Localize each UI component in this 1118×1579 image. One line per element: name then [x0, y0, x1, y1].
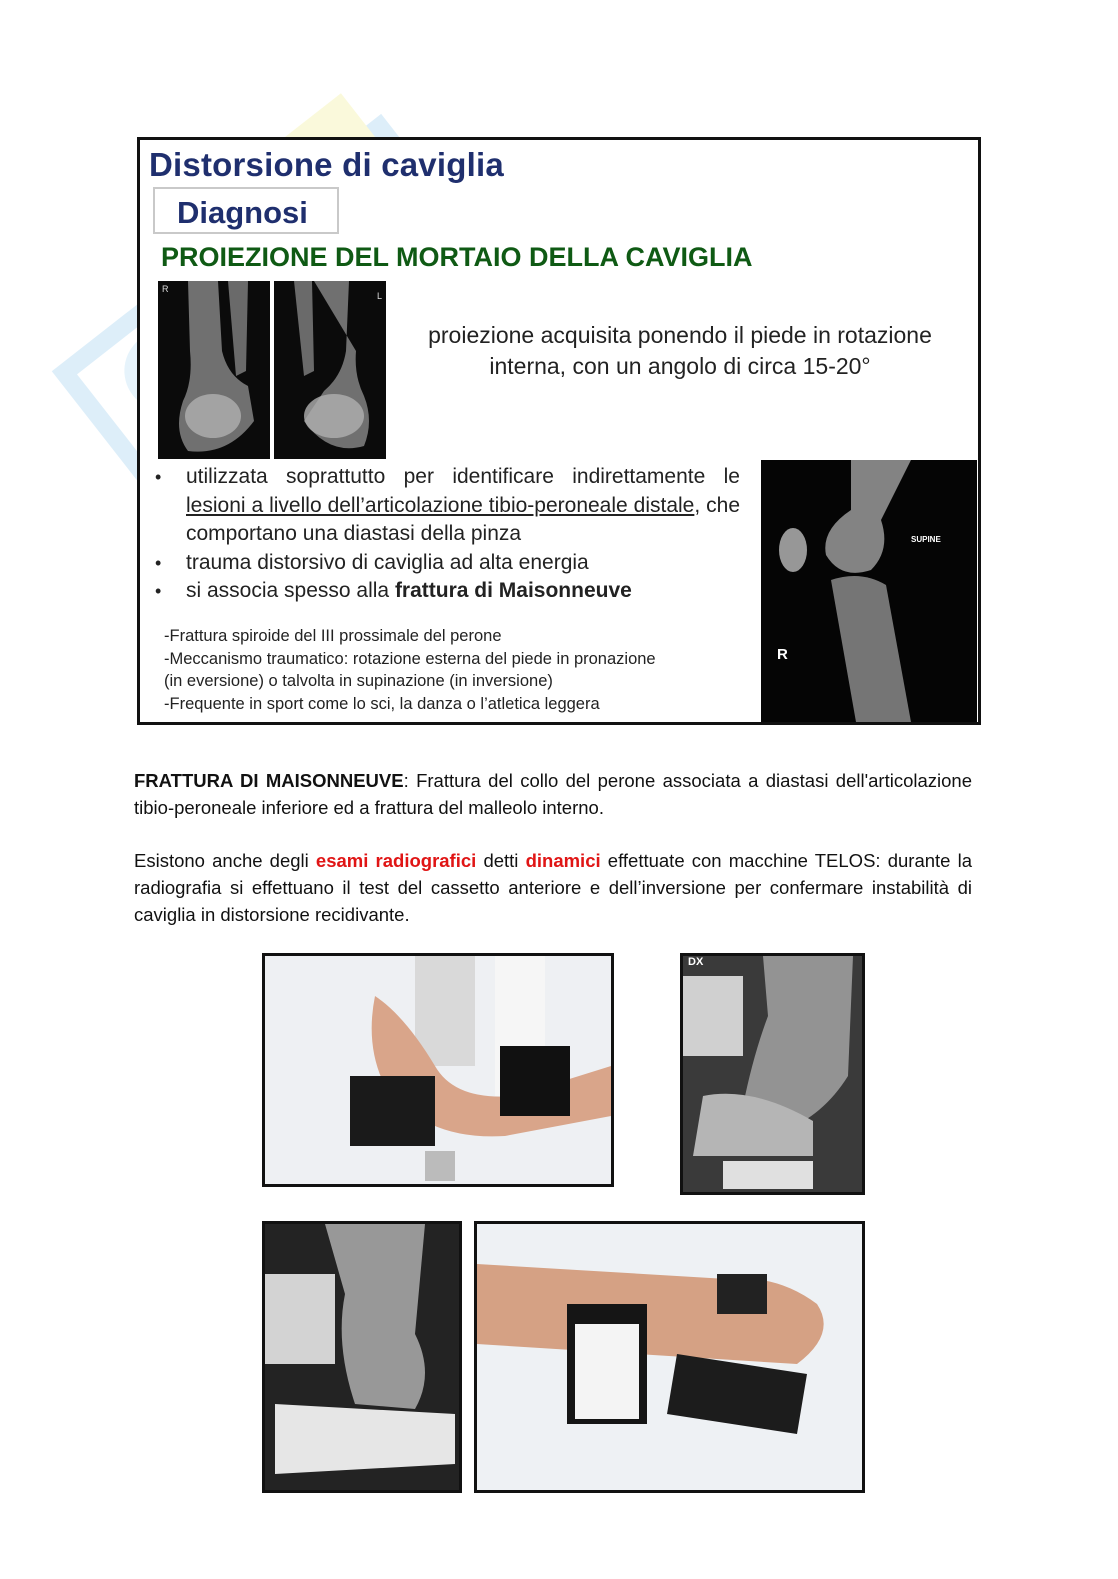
xray-marker-r: R — [162, 284, 169, 294]
slide-title: Distorsione di caviglia — [149, 146, 504, 183]
knee-marker: R — [777, 646, 788, 663]
note-line: -Frequente in sport come lo sci, la danza o l’atletica leggera — [164, 694, 600, 713]
note-line: -Meccanismo traumatico: rotazione esterna del piede in pronazione — [164, 649, 656, 668]
projection-heading: PROIEZIONE DEL MORTAIO DELLA CAVIGLIA — [161, 242, 753, 272]
highlight-radiographic: esami radiografici — [315, 850, 477, 871]
supine-label: SUPINE — [911, 535, 941, 544]
highlight-dynamic: dinamici — [525, 850, 601, 871]
telos-paragraph: Esistono anche degli esami radiografici detti dinamici effettuate con macchine TELOS: durante la radiografia si effettuano il test del cassetto anteriore e dell’inversione per confermare instabilità di caviglia in distorsione recidivante. — [134, 850, 973, 925]
xray-marker-l: L — [376, 291, 382, 301]
telos-foot-photo-1 — [262, 953, 614, 1187]
note-line: -Frattura spiroide del III prossimale del perone — [164, 627, 502, 645]
bullet-list — [150, 463, 740, 606]
diagnosis-label: Diagnosi — [177, 195, 308, 230]
projection-line-1: proiezione acquisita ponendo il piede in rotazione — [428, 322, 932, 348]
ankle-bones-right — [274, 281, 386, 459]
ankle-bones-left — [158, 281, 270, 459]
note-line: (in eversione) o talvolta in supinazione (in inversione) — [164, 672, 553, 690]
ankle-xray-left — [158, 281, 270, 459]
bullet-item: • trauma distorsivo di caviglia ad alta energia — [155, 550, 589, 574]
knee-xray — [761, 460, 977, 722]
lateral-ankle-xray-image — [683, 956, 862, 1192]
telos-xray-2 — [262, 1221, 462, 1493]
projection-description — [390, 320, 970, 382]
bullet-item: • utilizzata soprattutto per identificare indirettamente le lesioni a livello dell’articolazione tibio-peroneale distale, che comportano una diastasi della pinza — [155, 465, 740, 545]
lateral-ankle-xray-image-2 — [265, 1224, 459, 1490]
maisonneuve-notes — [164, 625, 764, 715]
ankle-xray-right — [274, 281, 386, 459]
projection-line-2: interna, con un angolo di circa 15-20° — [489, 353, 871, 379]
foot-in-device-image-2 — [477, 1224, 862, 1490]
diagnosis-box — [153, 187, 339, 234]
bullet-item: • si associa spesso alla frattura di Maisonneuve — [155, 579, 632, 602]
foot-in-device-image — [265, 956, 611, 1184]
dx-label: DX — [688, 956, 704, 968]
telos-xray-dx — [680, 953, 865, 1195]
telos-foot-photo-2 — [474, 1221, 865, 1493]
maisonneuve-term: FRATTURA DI MAISONNEUVE — [134, 770, 404, 791]
underlined-text: lesioni a livello dell’articolazione tibio-peroneale distale — [186, 493, 695, 517]
presentation-slide — [137, 137, 981, 725]
maisonneuve-paragraph: FRATTURA DI MAISONNEUVE: Frattura del collo del perone associata a diastasi dell'articolazione tibio-peroneale inferiore ed a frattura del malleolo interno. — [134, 770, 972, 818]
knee-bones — [761, 460, 977, 722]
